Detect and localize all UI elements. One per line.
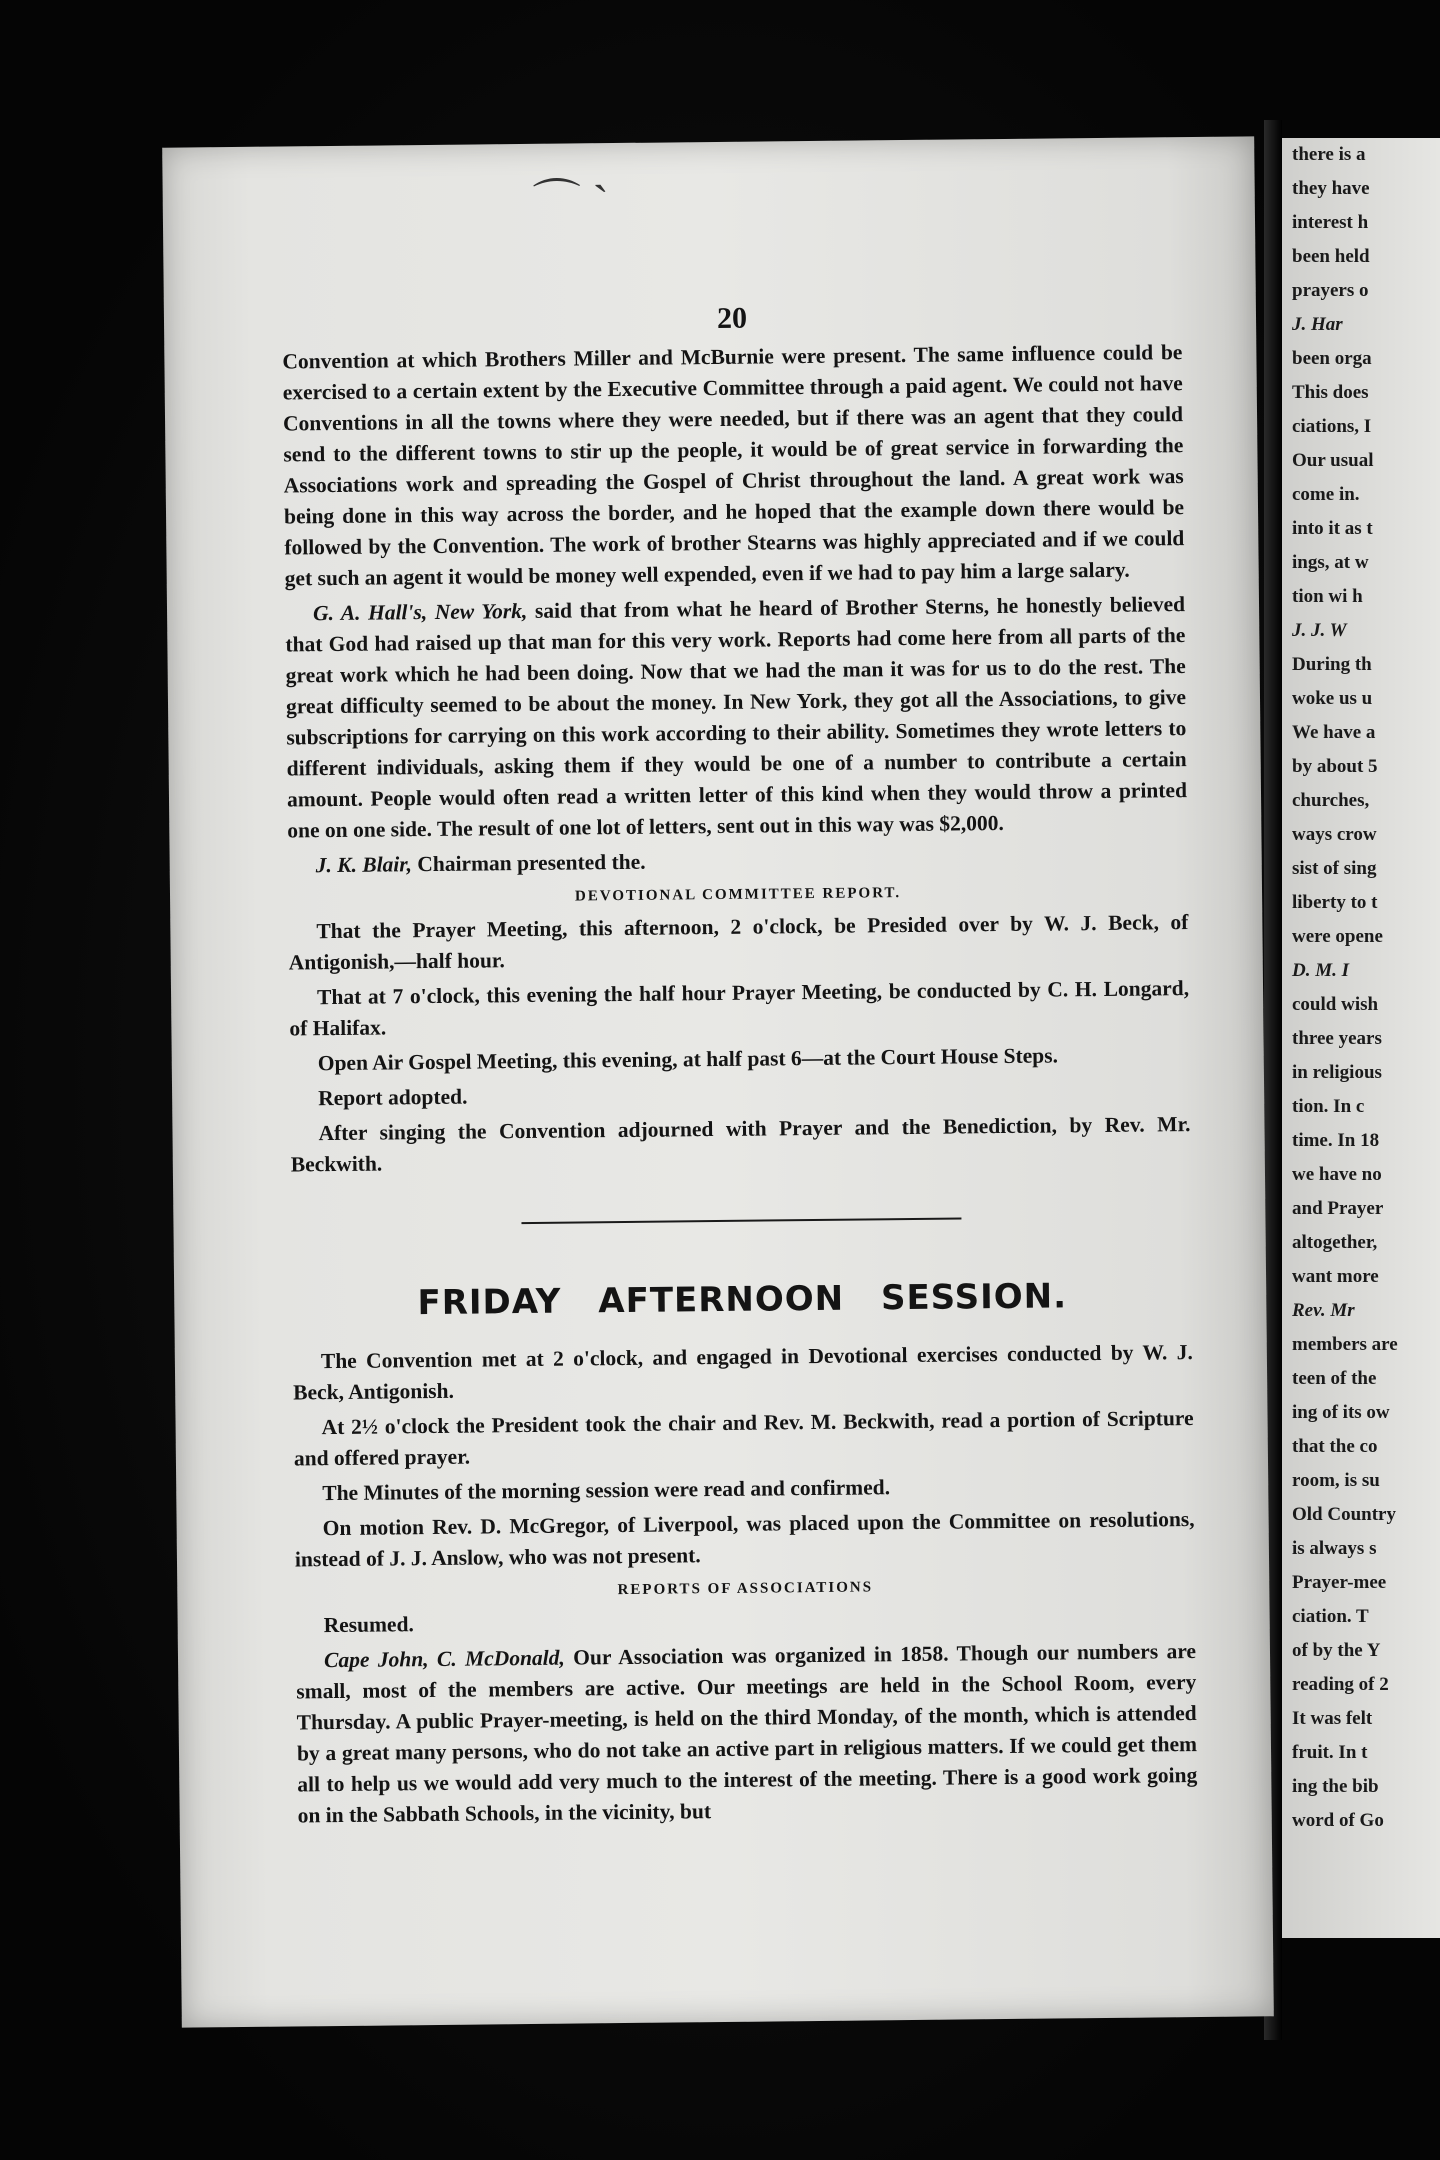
- facing-page-line: D. M. I: [1292, 960, 1350, 981]
- facing-page-line: is always s: [1292, 1538, 1377, 1559]
- facing-page-line: three years: [1292, 1028, 1382, 1049]
- facing-page-line: come in.: [1292, 484, 1360, 505]
- facing-page-line: ings, at w: [1292, 552, 1369, 573]
- paragraph-cape-john: [296, 1636, 1198, 1831]
- facing-page-line: liberty to t: [1292, 892, 1378, 913]
- pencil-mark-icon: ⌒ ˋ: [532, 176, 610, 230]
- devotional-item: Open Air Gospel Meeting, this evening, at half past 6—at the Court House Steps.: [317, 1043, 1059, 1076]
- session-paragraph: The Convention met at 2 o'clock, and engaged in Devotional exercises conducted by W. J. Beck, Antigonish.: [293, 1340, 1193, 1405]
- speaker-text: Our Association was organized in 1858. Though our numbers are small, most of the members are active. Our meetings are held in the School Room, every Thursday. A public Prayer-meeting, is held on the third Monday, of the month, which is attended by a great many persons, who do not take an active part in religious matters. If we could get them all to help us we would add very much to the interest of the meeting. There is a good work going on in the Sabbath Schools, in the vicinity, but: [296, 1639, 1198, 1828]
- facing-page-line: of by the Y: [1292, 1640, 1381, 1661]
- facing-page-line: ing the bib: [1292, 1776, 1379, 1797]
- facing-page-line: tion wi h: [1292, 586, 1363, 607]
- session-title: [292, 1275, 1192, 1324]
- facing-page-line: interest h: [1292, 212, 1369, 233]
- facing-page-line: that the co: [1292, 1436, 1378, 1457]
- facing-page-line: in religious: [1292, 1062, 1382, 1083]
- facing-page-line: sist of sing: [1292, 858, 1377, 879]
- speaker-name: J. K. Blair,: [315, 852, 413, 878]
- facing-page-line: fruit. In t: [1292, 1742, 1368, 1763]
- facing-page-line: tion. In c: [1292, 1096, 1365, 1117]
- page-content: [282, 297, 1198, 1835]
- facing-page-line: ways crow: [1292, 824, 1377, 845]
- facing-page-line: Prayer-mee: [1292, 1572, 1387, 1593]
- paragraph-agent: Convention at which Brothers Miller and McBurnie were present. The same influence could be exercised to a certain extent by the Executive Committee through a paid agent. We could not have Conventions in all the towns where they were needed, but if there was an agent that they could send to the different towns to stir up the people, it would be of great service in forwarding the Associations work and spreading the Gospel of Christ throughout the land. A great work was being done in this way across the border, and he hoped that the example down there would be followed by the Convention. The work of brother Stearns was highly appreciated and if we could get such an agent it would be money well expended, even if we had to pay him a large salary.: [282, 340, 1185, 591]
- reports-heading: REPORTS OF ASSOCIATIONS: [617, 1579, 874, 1599]
- facing-page: [1282, 138, 1440, 1938]
- session-paragraph: At 2½ o'clock the President took the chair and Rev. M. Beckwith, read a portion of Scripture and offered prayer.: [293, 1406, 1194, 1471]
- facing-page-line: want more: [1292, 1266, 1379, 1287]
- devotional-committee-heading: DEVOTIONAL COMMITTEE REPORT.: [574, 885, 902, 905]
- facing-page-line: into it as t: [1292, 518, 1373, 539]
- facing-page-line: been orga: [1292, 348, 1372, 369]
- facing-page-line: ciation. T: [1292, 1606, 1369, 1627]
- facing-page-line: Old Country: [1292, 1504, 1396, 1525]
- facing-page-line: room, is su: [1292, 1470, 1380, 1491]
- speaker-text: said that from what he heard of Brother Sterns, he honestly believed that God had raised up that man for this very work. Reports had come here from all parts of the great work which he had been doing. Now that we had the man it was for us to do the rest. The great difficulty seemed to be about the money. In New York, they got all the Associations, to give subscriptions for carrying on this work according to their ability. Sometimes they wrote letters to different individuals, asking them if they would be one of a number to contribute a certain amount. People would often read a written letter of this kind when they would throw a printed one on one side. The result of one lot of letters, sent out in this way was $2,000.: [285, 592, 1188, 843]
- facing-page-line: churches,: [1292, 790, 1370, 811]
- facing-page-line: could wish: [1292, 994, 1379, 1015]
- facing-page-line: J. Har: [1292, 314, 1343, 335]
- page-number: 20: [716, 301, 748, 335]
- facing-page-line: ing of its ow: [1292, 1402, 1390, 1423]
- facing-page-line: prayers o: [1292, 280, 1369, 301]
- devotional-item: That at 7 o'clock, this evening the half hour Prayer Meeting, be conducted by C. H. Longard, of Halifax.: [289, 976, 1190, 1041]
- devotional-item: After singing the Convention adjourned with Prayer and the Benediction, by Rev. Mr. Beckwith.: [290, 1112, 1191, 1177]
- facing-page-line: During th: [1292, 654, 1372, 675]
- facing-page-line: It was felt: [1292, 1708, 1373, 1729]
- facing-page-line: and Prayer: [1292, 1198, 1384, 1219]
- session-title-word: AFTERNOON: [598, 1278, 845, 1322]
- document-page: [162, 136, 1274, 2027]
- speaker-name: Cape John, C. McDonald,: [323, 1645, 565, 1673]
- facing-page-line: reading of 2: [1292, 1674, 1389, 1695]
- facing-page-line: members are: [1292, 1334, 1398, 1355]
- facing-page-line: J. J. W: [1292, 620, 1347, 641]
- paragraph-hall: [285, 589, 1188, 846]
- facing-page-line: they have: [1292, 178, 1370, 199]
- facing-page-line: were opene: [1292, 926, 1383, 947]
- facing-page-line: there is a: [1292, 144, 1366, 165]
- resumed-line: Resumed.: [323, 1612, 414, 1638]
- session-paragraph: The Minutes of the morning session were read and confirmed.: [322, 1475, 891, 1506]
- facing-page-line: we have no: [1292, 1164, 1382, 1185]
- facing-page-line: been held: [1292, 246, 1370, 267]
- devotional-item: Report adopted.: [318, 1084, 468, 1111]
- session-paragraph: On motion Rev. D. McGregor, of Liverpool, was placed upon the Committee on resolutions, instead of J. J. Anslow, who was not present.: [294, 1507, 1195, 1572]
- facing-page-line: woke us u: [1292, 688, 1373, 709]
- facing-page-line: time. In 18: [1292, 1130, 1380, 1151]
- facing-page-line: Rev. Mr: [1292, 1300, 1355, 1321]
- speaker-text: Chairman presented the.: [411, 849, 646, 877]
- facing-page-line: by about 5: [1292, 756, 1378, 777]
- facing-page-line: ciations, I: [1292, 416, 1372, 437]
- facing-page-line: teen of the: [1292, 1368, 1377, 1389]
- paragraph-blair: [288, 841, 1188, 881]
- facing-page-line: altogether,: [1292, 1232, 1378, 1253]
- session-title-word: FRIDAY: [417, 1281, 562, 1324]
- facing-page-line: Our usual: [1292, 450, 1374, 471]
- speaker-name: G. A. Hall's, New York,: [312, 598, 528, 626]
- section-divider: [521, 1217, 961, 1224]
- devotional-item: That the Prayer Meeting, this afternoon, 2 o'clock, be Presided over by W. J. Beck, of Antigonish,—half hour.: [288, 910, 1189, 975]
- session-title-word: SESSION.: [880, 1276, 1068, 1319]
- facing-page-line: word of Go: [1292, 1810, 1384, 1831]
- facing-page-line: We have a: [1292, 722, 1376, 743]
- facing-page-line: This does: [1292, 382, 1369, 403]
